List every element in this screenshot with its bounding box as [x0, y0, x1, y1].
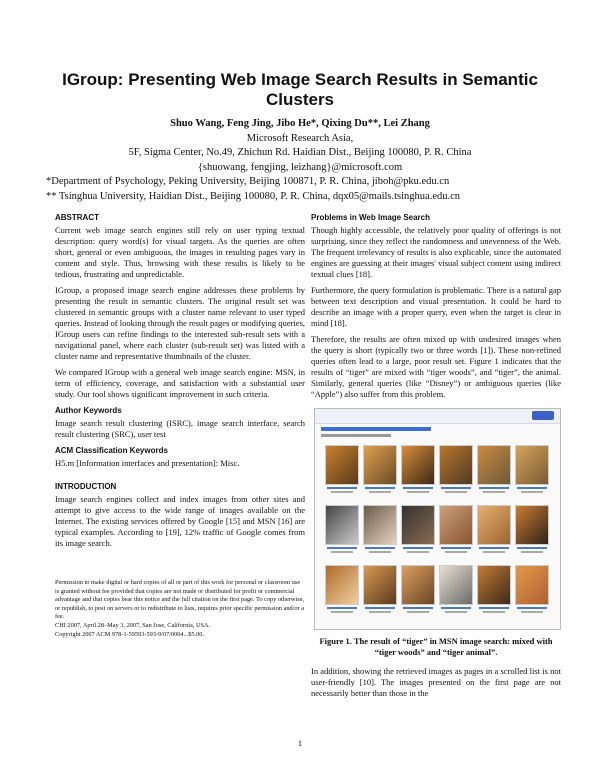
- tiger-thumbnail: [515, 445, 549, 485]
- acm-text: H5.m [Information interfaces and presentation]: Misc.: [55, 458, 240, 468]
- permission-notice: [55, 579, 305, 639]
- address: 5F, Sigma Center, No.49, Zhichun Rd. Haidian Dist., Beijing 100080, P. R. China: [128, 147, 472, 158]
- author-names: Shuo Wang, Feng Jing, Jibo He*, Qixing Du**, Lei Zhang: [170, 118, 430, 129]
- tiger-thumbnail: [325, 445, 359, 485]
- tiger-thumbnail: [515, 505, 549, 545]
- tiger-woods-thumbnail: [325, 505, 359, 545]
- tiger-woods-thumbnail: [363, 505, 397, 545]
- tiger-thumbnail: [363, 565, 397, 605]
- tiger-thumbnail: [477, 565, 511, 605]
- affiliation-psychology: *Department of Psychology, Peking University, Beijing 100871, P. R. China, jiboh@pku.edu.cn: [46, 176, 450, 187]
- problems-heading: Problems in Web Image Search: [311, 213, 431, 222]
- permission-text: Permission to make digital or hard copies of all or part of this work for personal or classroom use is granted without fee provided that copies are not made or distributed for profit or commercial advantage and that copies bear this notice and the full citation on the first page. To copy otherwise, or republish, to post on servers or to redistribute to lists, requires prior specific permission and/or a fee.: [55, 579, 305, 621]
- results-subheader: [321, 434, 391, 437]
- tiger-thumbnail: [477, 445, 511, 485]
- conference-line: CHI 2007, April 28–May 3, 2007, San Jose, California, USA.: [55, 621, 211, 629]
- left-column: [55, 212, 305, 639]
- paper-title: IGroup: Presenting Web Image Search Results in Semantic Clusters: [62, 70, 538, 109]
- body-paragraph: Furthermore, the query formulation is problematic. There is a natural gap between text description and visual presentation. It could be hard to describe an image with a proper query, even when the target is clear in mind [18].: [311, 285, 561, 328]
- browser-bar: [315, 409, 560, 424]
- tiger-thumbnail: [439, 445, 473, 485]
- introduction-heading: INTRODUCTION: [55, 482, 117, 491]
- thumbnail-grid: [323, 443, 553, 623]
- tiger-woods-thumbnail: [401, 505, 435, 545]
- acm-heading: ACM Classification Keywords: [55, 446, 168, 455]
- tiger-thumbnail: [439, 505, 473, 545]
- introduction-paragraph: Image search engines collect and index images from other sites and attempt to give access to the wide range of images available on the Internet. The existing services offered by Google [15] and MSN [16] are typical examples. According to [19], 12% traffic of Google comes from its image search.: [55, 494, 305, 548]
- right-column: [311, 212, 561, 704]
- tiger-thumbnail: [477, 505, 511, 545]
- figure-caption: Figure 1. The result of “tiger” in MSN image search: mixed with “tiger woods” and “tiger animal”.: [319, 636, 553, 657]
- tiger-thumbnail: [401, 565, 435, 605]
- author-block: [40, 117, 560, 204]
- body-paragraph: In addition, showing the retrieved images as pages in a scrolled list is not user-friendly [10]. The images presented on the first page are not necessarily better than those in the: [311, 666, 561, 698]
- organization: Microsoft Research Asia,: [246, 132, 354, 144]
- abstract-paragraph: We compared IGroup with a general web image search engine: MSN, in term of efficiency, coverage, and satisfaction with a substantial user study. Our tool shows significant improvement in such criteria.: [55, 367, 305, 399]
- tiger-thumbnail: [325, 565, 359, 605]
- keywords-text: Image search result clustering (ISRC), image search interface, search result clustering (SRC), user test: [55, 418, 305, 439]
- copyright-line: Copyright 2007 ACM 978-1-59593-593-9/07/0004...$5.00.: [55, 630, 205, 638]
- abstract-paragraph: IGroup, a proposed image search engine addresses these problems by presenting the result in semantic clusters. The original result set was clustered in semantic groups with a cluster name relevant to user typed queries. Instead of looking through the result pages or modifying queries, IGroup users can refine findings to the interested sub-result sets with a navigational panel, where each cluster (sub-result set) was listed with a cluster name and representative thumbnails of the cluster.: [55, 285, 305, 361]
- tiger-thumbnail: [401, 445, 435, 485]
- keywords-heading: Author Keywords: [55, 406, 122, 415]
- abstract-paragraph: Current web image search engines still rely on user typing textual description: query word(s) for visual targets. As the queries are often short, general or even ambiguous, the images in resulting pages vary in content and style. Thus, browsing with these results is likely to be tedious, frustrating and unpredictable.: [55, 225, 305, 279]
- affiliation-tsinghua: ** Tsinghua University, Haidian Dist., Beijing 100080, P. R. China, dqx05@mails.tsinghua.edu.cn: [46, 190, 461, 202]
- page-number: 1: [297, 738, 303, 748]
- tiger-woods-thumbnail: [439, 565, 473, 605]
- tiger-thumbnail: [515, 565, 549, 605]
- abstract-heading: ABSTRACT: [55, 213, 99, 222]
- body-paragraph: Though highly accessible, the relatively poor quality of offerings is not surprising, since they reflect the randomness and unevenness of the Web. The frequent irrelevancy of results is also explicable, since the automated engines are guessing at their images' visual subject content using indirect textual clues [18].: [311, 225, 561, 279]
- results-header: [321, 427, 431, 431]
- msn-logo: [532, 411, 554, 420]
- tiger-thumbnail: [363, 445, 397, 485]
- figure-msn-screenshot: [314, 408, 561, 630]
- body-paragraph: Therefore, the results are often mixed up with undesired images when the query is short (typically two or three words [1]). These non-refined queries often lead to a large, poor result set. Figure 1 indicates that the results of “tiger” are mixed with “tiger woods”, and “tiger”, the animal. Similarly, general queries (like “Disney”) or ambiguous queries (like “Apple”) also suffer from this problem.: [311, 334, 561, 399]
- author-emails: {shuowang, fengjing, leizhang}@microsoft.com: [197, 161, 403, 173]
